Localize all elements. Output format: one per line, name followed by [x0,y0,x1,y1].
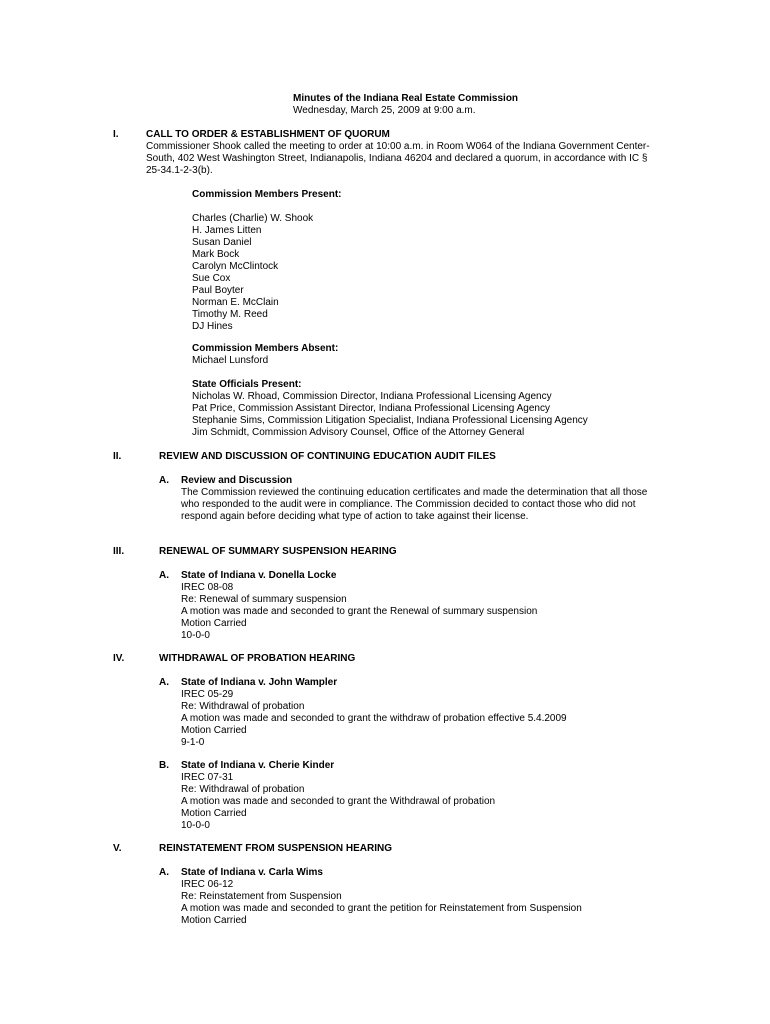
member-name: H. James Litten [192,225,262,236]
member-name: Michael Lunsford [192,355,269,366]
paragraph-line: respond again before deciding what type of action to take against their license. [181,511,529,522]
paragraph-line: Commissioner Shook called the meeting to order at 10:00 a.m. in Room W064 of the Indiana Government Center- [146,141,650,152]
vote-count: 10-0-0 [181,820,210,831]
item-title: State of Indiana v. John Wampler [181,677,338,688]
section-number: III. [113,546,125,557]
case-line: A motion was made and seconded to grant the Withdrawal of probation [181,796,496,807]
vote-count: 10-0-0 [181,630,210,641]
item-letter: A. [159,867,169,878]
case-line: Motion Carried [181,618,247,629]
member-name: Sue Cox [192,273,231,284]
member-name: DJ Hines [192,321,233,332]
item-case [181,677,567,749]
item-review-discussion [181,475,647,523]
document-title: Minutes of the Indiana Real Estate Commission [293,93,519,104]
section-title: REINSTATEMENT FROM SUSPENSION HEARING [159,843,392,854]
case-line: Motion Carried [181,725,247,736]
official-entry: Nicholas W. Rhoad, Commission Director, Indiana Professional Licensing Agency [192,391,552,402]
paragraph-line: The Commission reviewed the continuing education certificates and made the determination that all those [181,487,648,498]
member-name: Charles (Charlie) W. Shook [192,213,314,224]
case-line: Re: Reinstatement from Suspension [181,891,342,902]
item-case [181,570,537,642]
member-name: Carolyn McClintock [192,261,279,272]
case-line: IREC 06-12 [181,879,234,890]
member-name: Timothy M. Reed [192,309,268,320]
member-name: Norman E. McClain [192,297,279,308]
member-name: Paul Boyter [192,285,244,296]
section-title: RENEWAL OF SUMMARY SUSPENSION HEARING [159,546,397,557]
meeting-date: Wednesday, March 25, 2009 at 9:00 a.m. [293,105,476,116]
member-name: Susan Daniel [192,237,252,248]
document-header [293,93,518,117]
official-entry: Stephanie Sims, Commission Litigation Specialist, Indiana Professional Licensing Agency [192,415,588,426]
section-number: V. [113,843,122,854]
item-title: Review and Discussion [181,475,293,486]
case-line: A motion was made and seconded to grant the petition for Reinstatement from Suspension [181,903,582,914]
members-present-block [192,189,342,333]
case-line: IREC 07-31 [181,772,234,783]
item-case [181,760,495,832]
case-line: IREC 05-29 [181,689,234,700]
official-entry: Jim Schmidt, Commission Advisory Counsel, Office of the Attorney General [192,427,525,438]
case-line: IREC 08-08 [181,582,234,593]
item-letter: A. [159,570,169,581]
case-line: Re: Renewal of summary suspension [181,594,347,605]
members-absent-block [192,343,338,367]
item-letter: A. [159,677,169,688]
members-absent-heading: Commission Members Absent: [192,343,339,354]
section-call-to-order [146,129,650,177]
section-title: WITHDRAWAL OF PROBATION HEARING [159,653,356,664]
item-title: State of Indiana v. Carla Wims [181,867,323,878]
state-officials-heading: State Officials Present: [192,379,302,390]
section-title: CALL TO ORDER & ESTABLISHMENT OF QUORUM [146,129,390,140]
official-entry: Pat Price, Commission Assistant Director, Indiana Professional Licensing Agency [192,403,550,414]
state-officials-block [192,379,588,439]
item-title: State of Indiana v. Cherie Kinder [181,760,335,771]
case-line: A motion was made and seconded to grant the withdraw of probation effective 5.4.2009 [181,713,567,724]
case-line: Re: Withdrawal of probation [181,701,305,712]
members-present-heading: Commission Members Present: [192,189,342,200]
paragraph-line: who responded to the audit were in compliance. The Commission decided to contact those who did not [181,499,636,510]
section-number: II. [113,451,122,462]
item-letter: B. [159,760,169,771]
section-number: I. [113,129,119,140]
paragraph-line: 25-34.1-2-3(b). [146,165,213,176]
section-title: REVIEW AND DISCUSSION OF CONTINUING EDUCATION AUDIT FILES [159,451,496,462]
item-title: State of Indiana v. Donella Locke [181,570,337,581]
paragraph-line: South, 402 West Washington Street, Indianapolis, Indiana 46204 and declared a quorum, in accordance with IC § [146,153,648,164]
item-case [181,867,582,927]
vote-count: 9-1-0 [181,737,205,748]
case-line: Re: Withdrawal of probation [181,784,305,795]
case-line: Motion Carried [181,808,247,819]
section-number: IV. [113,653,125,664]
case-line: Motion Carried [181,915,247,926]
member-name: Mark Bock [192,249,240,260]
item-letter: A. [159,475,169,486]
case-line: A motion was made and seconded to grant the Renewal of summary suspension [181,606,538,617]
